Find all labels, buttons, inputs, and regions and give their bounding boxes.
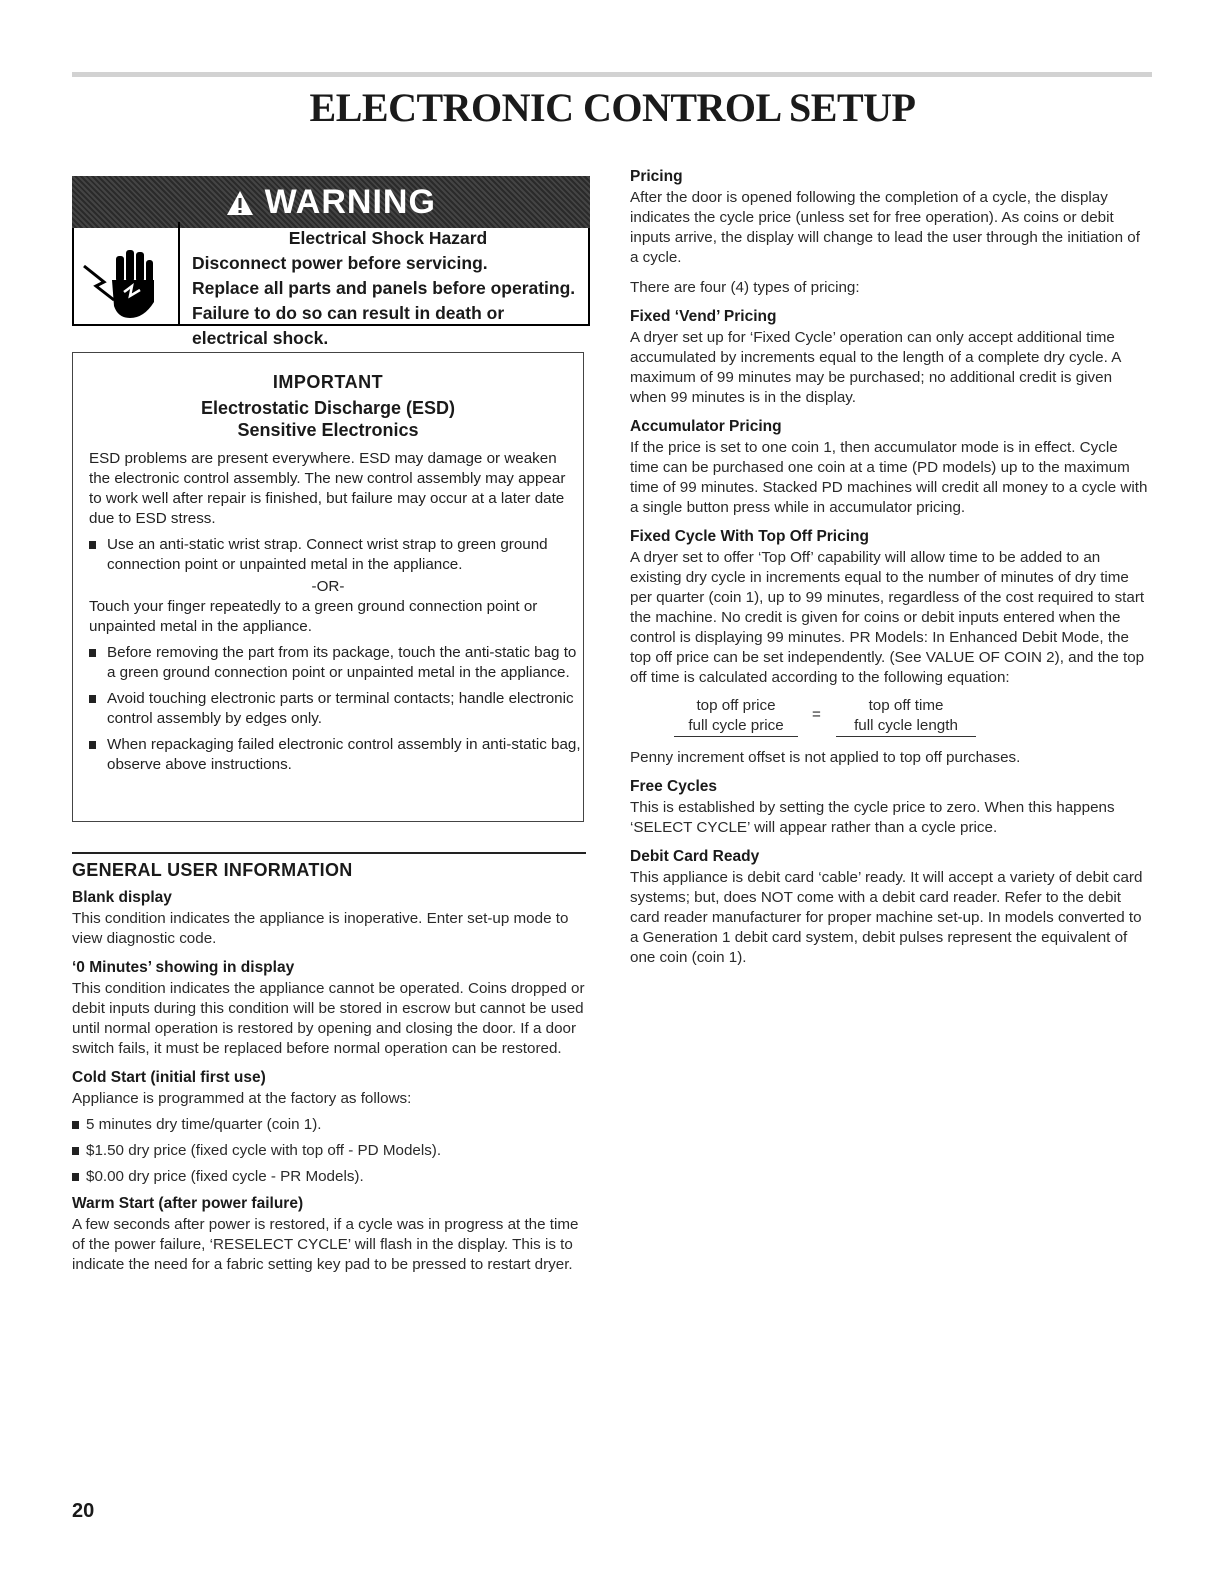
esd-bullet-package: Before removing the part from its package, touch the anti-static bag to a green ground connection point or unpainted metal in the appliance.	[73, 643, 583, 683]
cold-start-bullet-2: $1.50 dry price (fixed cycle with top off - PD Models).	[72, 1141, 592, 1161]
left-column	[72, 170, 592, 1275]
equation-left	[674, 696, 798, 737]
warning-box	[72, 183, 590, 348]
cold-start-bullet-3: $0.00 dry price (fixed cycle - PR Models).	[72, 1167, 592, 1187]
warning-text	[192, 226, 584, 351]
esd-bullet-avoid: Avoid touching electronic parts or terminal contacts; handle electronic control assembly by edges only.	[73, 689, 583, 729]
penny-increment-text: Penny increment offset is not applied to top off purchases.	[630, 749, 1021, 766]
debit-card-text: This appliance is debit card ‘cable’ ready. It will accept a variety of debit card systems; but, does NOT come with a debit card reader. Refer to the debit card reader manufacturer for proper machine set-up. In models converted to a Generation 1 debit card system, debit pulses represent the equivalent of one coin (coin 1).	[630, 869, 1143, 966]
blank-display-text: This condition indicates the appliance is inoperative. Enter set-up mode to view diagnostic code.	[72, 910, 569, 947]
esd-or: -OR-	[311, 578, 345, 595]
page-title: ELECTRONIC CONTROL SETUP	[309, 85, 916, 130]
zero-minutes-heading: ‘0 Minutes’ showing in display	[72, 959, 295, 976]
esd-intro: ESD problems are present everywhere. ESD may damage or weaken the electronic control assembly. The new control assembly may appear to work well after repair is finished, but failure may occur at a later date due to ESD stress.	[89, 450, 566, 527]
free-cycles-heading: Free Cycles	[630, 778, 718, 795]
warning-header	[72, 176, 590, 228]
warm-start-heading: Warm Start (after power failure)	[72, 1195, 304, 1212]
warning-line-replace: Replace all parts and panels before operating.	[192, 278, 576, 298]
warm-start-text: A few seconds after power is restored, if a cycle was in progress at the time of the power failure, ‘RESELECT CYCLE’ will flash in the display. This is to indicate the need for a fabric setting key pad to be pressed to restart dryer.	[72, 1216, 579, 1273]
shock-icon-cell	[74, 222, 180, 324]
free-cycles-text: This is established by setting the cycle price to zero. When this happens ‘SELECT CYCLE’ will appear rather than a cycle price.	[630, 799, 1115, 836]
top-off-equation	[630, 696, 1150, 752]
top-off-heading: Fixed Cycle With Top Off Pricing	[630, 528, 869, 545]
equation-right	[836, 696, 976, 737]
cold-start-heading: Cold Start (initial first use)	[72, 1069, 266, 1086]
warning-hazard-title: Electrical Shock Hazard	[288, 228, 488, 248]
pricing-types-text: There are four (4) types of pricing:	[630, 279, 860, 296]
important-body	[73, 449, 583, 775]
electrical-shock-hand-icon	[74, 222, 178, 324]
esd-bullet-wrist-strap: Use an anti-static wrist strap. Connect wrist strap to green ground connection point or unpainted metal in the appliance.	[73, 535, 583, 575]
important-title: IMPORTANT	[272, 372, 384, 392]
zero-minutes-text: This condition indicates the appliance cannot be operated. Coins dropped or debit inputs during this condition will be stored in escrow but cannot be used until normal operation is restored by opening and closing the door. If a door switch fails, it must be replaced before normal operation can be restored.	[72, 980, 585, 1057]
equation-left-numerator: top off price	[696, 697, 776, 714]
esd-bullet-repackaging: When repackaging failed electronic control assembly in anti-static bag, observe above instructions.	[73, 735, 583, 775]
page-number: 20	[72, 1500, 95, 1522]
cold-start-text: Appliance is programmed at the factory as follows:	[72, 1090, 412, 1107]
fixed-vend-text: A dryer set up for ‘Fixed Cycle’ operation can only accept additional time accumulated by increments equal to the length of a complete dry cycle. A maximum of 99 minutes may be purchased; no additional credit is given when 99 minutes is in the display.	[630, 329, 1121, 406]
general-info-title: GENERAL USER INFORMATION	[72, 860, 353, 880]
warning-block	[72, 170, 592, 348]
section-rule	[72, 852, 586, 854]
esd-touch: Touch your finger repeatedly to a green ground connection point or unpainted metal in the appliance.	[89, 598, 538, 635]
equation-equals: =	[812, 706, 821, 723]
top-off-text: A dryer set to offer ‘Top Off’ capability will allow time to be added to an existing dry cycle in increments equal to the number of minutes of dry time per quarter (coin 1), up to 99 minutes, regardless of the cost required to start the machine. No credit is given for coins or debit inputs entered when the control is displaying 99 minutes. PR Models: In Enhanced Debit Mode, the top off price can be set independently. (See VALUE OF COIN 2), and the top off time is calculated according to the following equation:	[630, 549, 1145, 686]
fixed-vend-heading: Fixed ‘Vend’ Pricing	[630, 308, 777, 325]
right-column	[630, 168, 1150, 968]
important-subtitle-sensitive: Sensitive Electronics	[237, 420, 419, 440]
important-subtitle-esd: Electrostatic Discharge (ESD)	[200, 398, 456, 418]
equation-right-numerator: top off time	[868, 697, 944, 714]
pricing-text: After the door is opened following the completion of a cycle, the display indicates the cycle price (unless set for free operation). As coins or debit inputs arrive, the display will change to lead the user through the initiation of a cycle.	[630, 189, 1140, 266]
warning-header-label: WARNING	[264, 183, 436, 221]
cold-start-bullet-1: 5 minutes dry time/quarter (coin 1).	[72, 1115, 592, 1135]
debit-card-heading: Debit Card Ready	[630, 848, 760, 865]
warning-triangle-icon	[226, 183, 264, 221]
equation-left-denominator: full cycle price	[674, 716, 798, 737]
top-rule	[72, 72, 1152, 77]
accumulator-heading: Accumulator Pricing	[630, 418, 782, 435]
warning-line-disconnect: Disconnect power before servicing.	[192, 253, 488, 273]
warning-line-failure: Failure to do so can result in death or electrical shock.	[192, 303, 505, 348]
blank-display-heading: Blank display	[72, 889, 172, 906]
accumulator-text: If the price is set to one coin 1, then accumulator mode is in effect. Cycle time can be purchased one coin at a time (PD models) up to the maximum time of 99 minutes. Stacked PD machines will credit all money to a cycle with a single button press while in accumulator pricing.	[630, 439, 1148, 516]
important-box	[72, 352, 584, 822]
pricing-heading: Pricing	[630, 168, 683, 185]
equation-right-denominator: full cycle length	[836, 716, 976, 737]
